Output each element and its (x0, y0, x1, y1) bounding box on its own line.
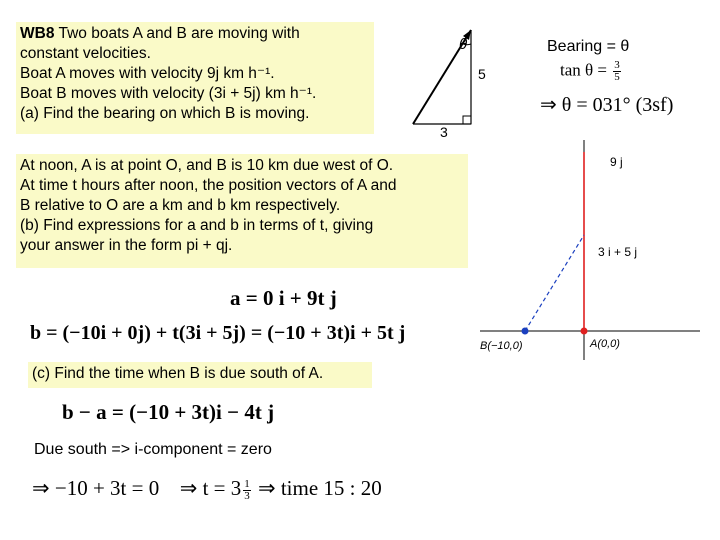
question-b-line-2: At time t hours after noon, the position vectors of A and (20, 177, 397, 194)
question-b-line-5: your answer in the form pi + qj. (20, 237, 233, 254)
question-box-a (16, 22, 374, 134)
theta-label: θ (459, 36, 468, 53)
label-b-velocity: 3 i + 5 j (598, 245, 638, 259)
question-b-line-4: (b) Find expressions for a and b in terms of t, giving (20, 217, 374, 234)
tan-equation: tan θ = $\frac{3}{5}$ (560, 59, 620, 83)
bearing-title: Bearing = θ (547, 38, 630, 55)
vector-diagram (480, 140, 710, 360)
question-box-c (28, 362, 372, 388)
question-line-4: Boat B moves with velocity (3i + 5j) km h⁻¹. (20, 85, 317, 102)
bearing-result: ⇒ θ = 031° (3sf) (540, 94, 674, 116)
question-line-3: Boat A moves with velocity 9j km h⁻¹. (20, 65, 275, 82)
side-label-5: 5 (478, 66, 486, 82)
question-c-text: (c) Find the time when B is due south of A. (32, 365, 324, 382)
equation-b-minus-a: b − a = (−10 + 3t)i − 4t j (62, 400, 275, 424)
due-south-text: Due south => i-component = zero (34, 441, 272, 458)
question-line-1: WB8 Two boats A and B are moving with (20, 25, 300, 42)
question-ref: WB8 (20, 25, 55, 42)
equation-a: a = 0 i + 9t j (230, 286, 337, 310)
side-label-3: 3 (440, 124, 448, 140)
label-point-b: B(−10,0) (480, 340, 523, 352)
question-line-2: constant velocities. (20, 45, 151, 62)
label-point-a: A(0,0) (590, 338, 620, 350)
question-box-b (16, 154, 468, 268)
label-a-velocity: 9 j (610, 155, 623, 169)
equation-b: b = (−10i + 0j) + t(3i + 5j) = (−10 + 3t)i + 5t j (30, 322, 406, 344)
final-working: ⇒ −10 + 3t = 0 ⇒ t = 3 $\frac{1}{3}$ ⇒ time 15 : 20 (32, 476, 382, 502)
question-line-5: (a) Find the bearing on which B is moving. (20, 105, 310, 122)
question-b-line-1: At noon, A is at point O, and B is 10 km due west of O. (20, 157, 394, 174)
question-b-line-3: B relative to O are a km and b km respectively. (20, 197, 341, 214)
